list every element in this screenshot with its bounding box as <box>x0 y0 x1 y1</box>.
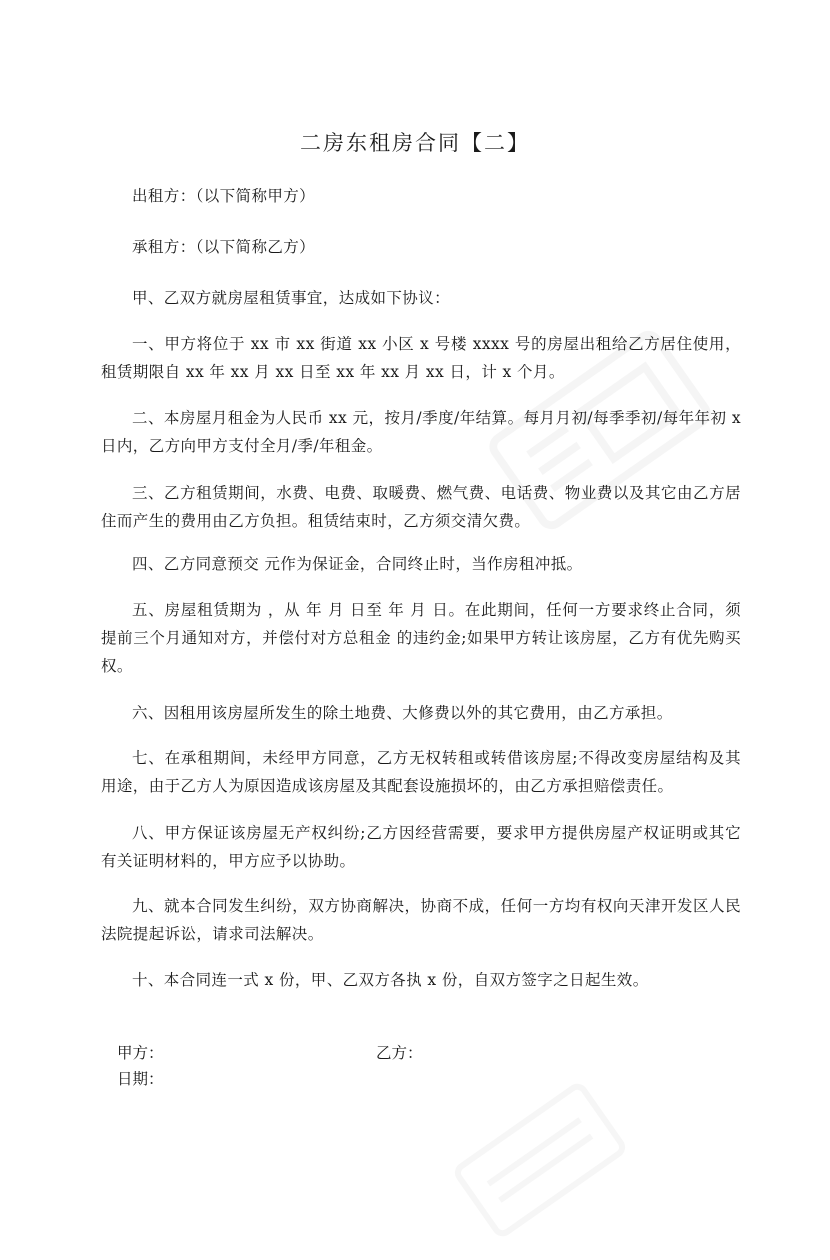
signature-date: 日期： <box>117 1070 164 1088</box>
signature-party-a: 甲方： <box>117 1044 164 1062</box>
intro-paragraph: 甲、乙双方就房屋租赁事宜，达成如下协议： <box>132 289 451 307</box>
clause-10: 十、本合同连一式 x 份，甲、乙双方各执 x 份，自双方签字之日起生效。 <box>132 971 649 989</box>
watermark-bottom-icon <box>440 1060 640 1260</box>
clause-4: 四、乙方同意预交 元作为保证金，合同终止时，当作房租冲抵。 <box>132 555 583 573</box>
clause-2: 二、本房屋月租金为人民币 xx 元，按月/季度/年结算。每月月初/每季季初/每年年初 x 日内，乙方向甲方支付全月/季/年租金。 <box>101 409 741 455</box>
clause-9: 九、就本合同发生纠纷，双方协商解决，协商不成，任何一方均有权向天津开发区人民法院提起诉讼，请求司法解决。 <box>101 897 741 943</box>
clause-3: 三、乙方租赁期间，水费、电费、取暖费、燃气费、电话费、物业费以及其它由乙方居住而产生的费用由乙方负担。租赁结束时，乙方须交清欠费。 <box>101 484 741 530</box>
clause-1: 一、甲方将位于 xx 市 xx 街道 xx 小区 x 号楼 xxxx 号的房屋出租给乙方居住使用，租赁期限自 xx 年 xx 月 xx 日至 xx 年 xx 月 xx 日，计 x 个月。 <box>101 335 741 381</box>
lessor-line: 出租方：（以下简称甲方） <box>132 187 316 205</box>
clause-7: 七、在承租期间，未经甲方同意，乙方无权转租或转借该房屋;不得改变房屋结构及其用途，由于乙方人为原因造成该房屋及其配套设施损坏的，由乙方承担赔偿责任。 <box>101 749 741 795</box>
clause-8: 八、甲方保证该房屋无产权纠纷;乙方因经营需要，要求甲方提供房屋产权证明或其它有关证明材料的，甲方应予以协助。 <box>101 824 741 870</box>
signature-party-b: 乙方： <box>376 1044 423 1062</box>
lessee-line: 承租方：（以下简称乙方） <box>132 238 316 256</box>
clause-5: 五、房屋租赁期为 ，从 年 月 日至 年 月 日。在此期间，任何一方要求终止合同，须提前三个月通知对方，并偿付对方总租金 的违约金;如果甲方转让该房屋，乙方有优先购买权。 <box>101 601 741 675</box>
document-title: 二房东租房合同【二】 <box>300 131 530 155</box>
clause-6: 六、因租用该房屋所发生的除土地费、大修费以外的其它费用，由乙方承担。 <box>132 704 673 722</box>
